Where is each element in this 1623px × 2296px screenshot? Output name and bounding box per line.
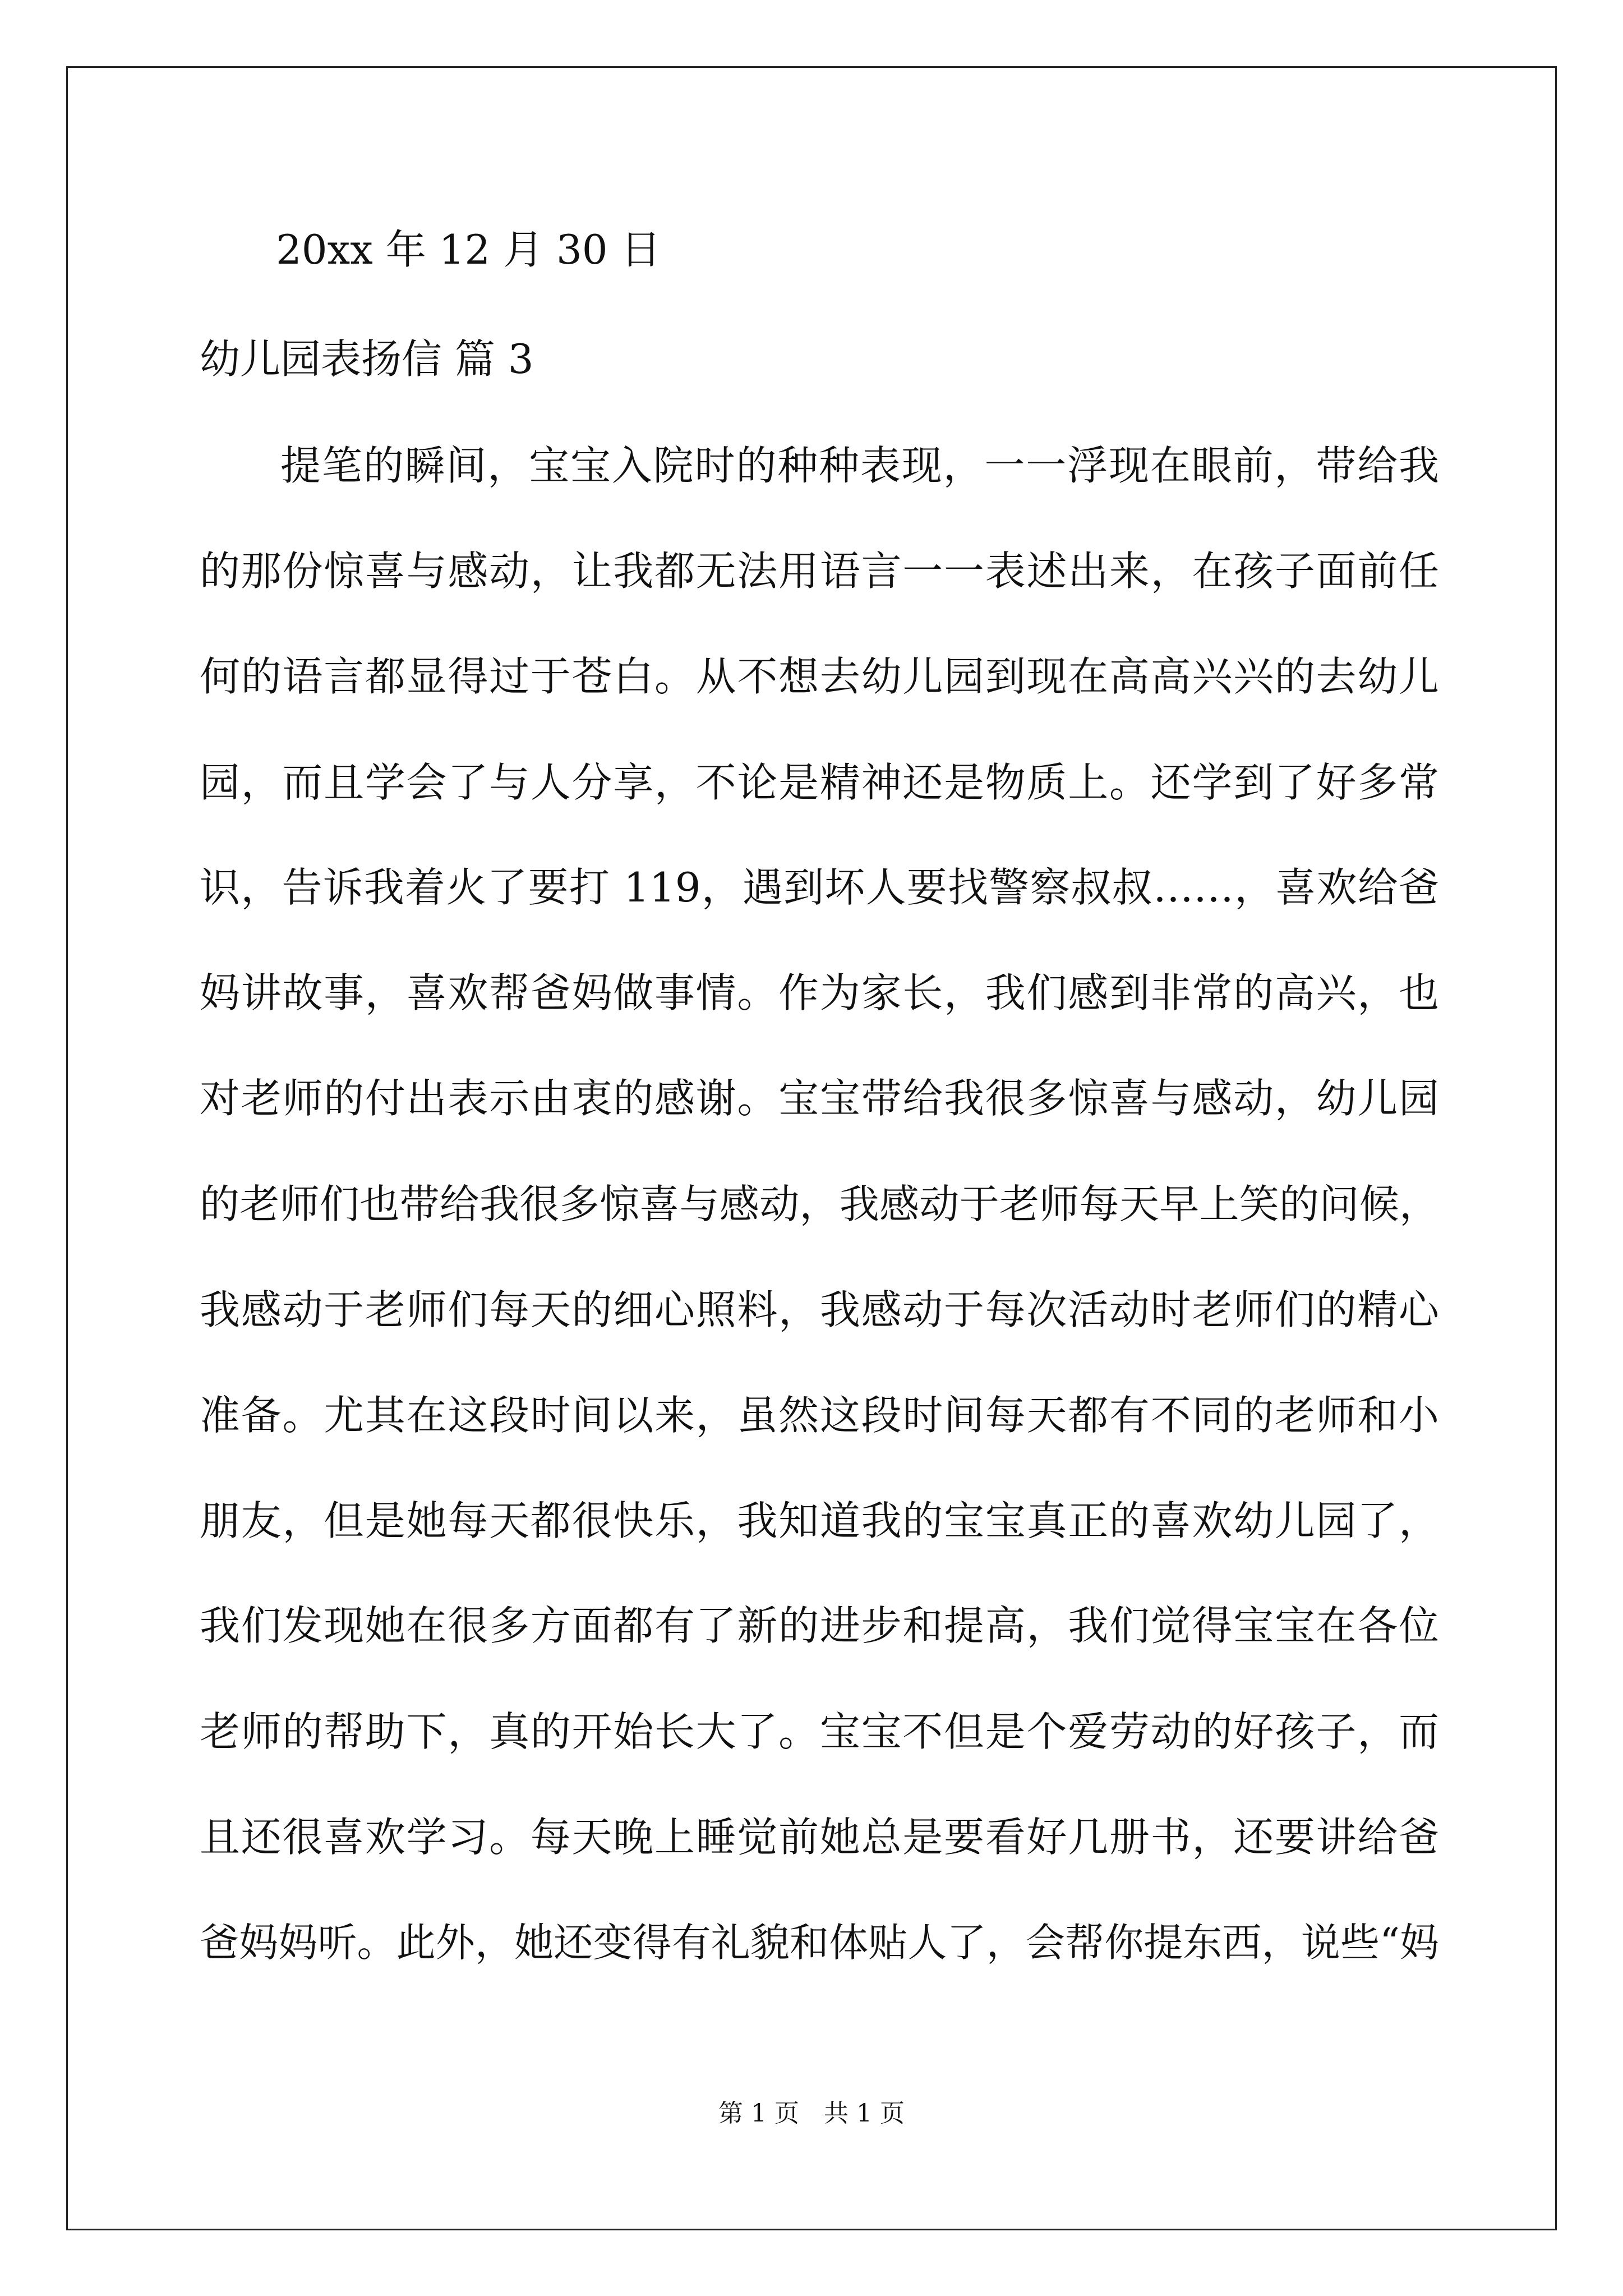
body-line: 我们发现她在很多方面都有了新的进步和提高，我们觉得宝宝在各位	[200, 1602, 1439, 1649]
body-line: 对老师的付出表示由衷的感谢。宝宝带给我很多惊喜与感动，幼儿园	[200, 1075, 1439, 1122]
section-heading: 幼儿园表扬信 篇 3	[200, 335, 534, 383]
body-line: 老师的帮助下，真的开始长大了。宝宝不但是个爱劳动的好孩子，而	[200, 1708, 1439, 1755]
body-line: 准备。尤其在这段时间以来，虽然这段时间每天都有不同的老师和小	[200, 1392, 1439, 1439]
body-line: 爸妈妈听。此外，她还变得有礼貌和体贴人了，会帮你提东西，说些“妈	[200, 1920, 1439, 1966]
body-line: 我感动于老师们每天的细心照料，我感动于每次活动时老师们的精心	[200, 1286, 1439, 1333]
body-line: 朋友，但是她每天都很快乐，我知道我的宝宝真正的喜欢幼儿园了，	[200, 1497, 1439, 1544]
body-line: 的老师们也带给我很多惊喜与感动，我感动于老师每天早上笑的问候，	[200, 1181, 1439, 1227]
body-line: 妈讲故事，喜欢帮爸妈做事情。作为家长，我们感到非常的高兴，也	[200, 969, 1439, 1016]
letter-date: 20xx 年 12 月 30 日	[276, 226, 661, 273]
body-line: 何的语言都显得过于苍白。从不想去幼儿园到现在高高兴兴的去幼儿	[200, 653, 1439, 700]
page-border	[66, 66, 1557, 2230]
body-line: 识，告诉我着火了要打 119，遇到坏人要找警察叔叔……，喜欢给爸	[200, 864, 1439, 911]
page-footer: 第 1 页 共 1 页	[718, 2099, 905, 2128]
body-line: 园，而且学会了与人分享，不论是精神还是物质上。还学到了好多常	[200, 759, 1439, 806]
body-line: 的那份惊喜与感动，让我都无法用语言一一表述出来，在孩子面前任	[200, 547, 1439, 595]
body-line: 且还很喜欢学习。每天晚上睡觉前她总是要看好几册书，还要讲给爸	[200, 1814, 1439, 1861]
body-line: 提笔的瞬间，宝宝入院时的种种表现，一一浮现在眼前，带给我	[280, 442, 1439, 489]
